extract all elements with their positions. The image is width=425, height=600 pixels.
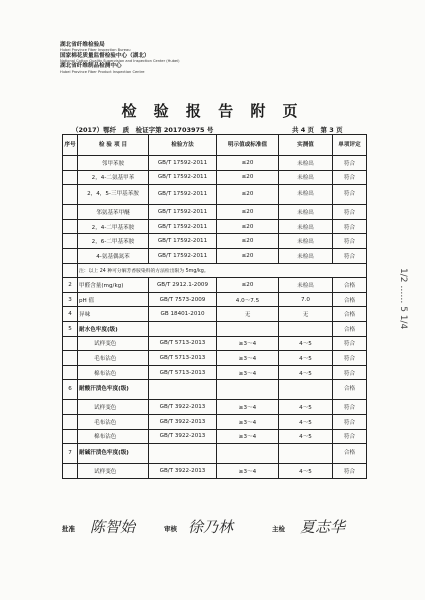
table-row xyxy=(63,185,367,205)
table-cell: 未检出 xyxy=(279,248,333,263)
table-cell: ≥3～4 xyxy=(217,464,279,479)
table-cell: ≥3～4 xyxy=(217,351,279,366)
table-row xyxy=(63,414,367,429)
table-cell: ≥3～4 xyxy=(217,429,279,444)
table-cell: 4～5 xyxy=(279,400,333,415)
inspect-label: 主检 xyxy=(272,525,285,533)
table-row xyxy=(63,464,367,479)
table-cell: 毛布沾色 xyxy=(78,351,149,366)
col-header: 明示值或标准值 xyxy=(217,135,279,156)
table-cell: 6 xyxy=(63,380,78,400)
table-cell: 未检出 xyxy=(279,234,333,249)
table-cell: 4～5 xyxy=(279,414,333,429)
col-header: 实测值 xyxy=(279,135,333,156)
table-cell: GB/T 17592-2011 xyxy=(149,248,217,263)
table-cell: GB/T 5713-2013 xyxy=(149,351,217,366)
table-cell: GB/T 3922-2013 xyxy=(149,429,217,444)
approve-label: 批准 xyxy=(62,525,75,533)
org-name-1: 湖北省纤维检验局 xyxy=(60,42,105,48)
table-cell: GB 18401-2010 xyxy=(149,307,217,322)
table-cell xyxy=(63,248,78,263)
table-cell: 无 xyxy=(217,307,279,322)
table-cell: 合格 xyxy=(333,321,367,336)
table-row xyxy=(63,234,367,249)
table-cell xyxy=(63,170,78,185)
table-row xyxy=(63,170,367,185)
table-cell: 合格 xyxy=(333,292,367,307)
table-cell: ≤20 xyxy=(217,170,279,185)
table-cell xyxy=(63,234,78,249)
table-row xyxy=(63,321,367,336)
table-cell: ≤20 xyxy=(217,278,279,293)
org-name-1-en: Hubei Province Fiber Inspection Bureau xyxy=(60,48,131,53)
table-cell: 4～5 xyxy=(279,351,333,366)
table-cell: 合格 xyxy=(333,278,367,293)
table-cell: 符合 xyxy=(333,336,367,351)
table-row xyxy=(63,278,367,293)
margin-handwriting: 1/2 …… 5 1/4 xyxy=(398,268,408,330)
table-cell: 4～5 xyxy=(279,464,333,479)
table-cell: 7 xyxy=(63,444,78,464)
table-cell: 4-氨基偶氮苯 xyxy=(78,248,149,263)
org-header xyxy=(60,42,180,74)
table-cell: 合格 xyxy=(333,380,367,400)
table-cell: 邻氨基苯甲醚 xyxy=(78,205,149,220)
table-cell: 毛布沾色 xyxy=(78,414,149,429)
table-cell: GB/T 17592-2011 xyxy=(149,234,217,249)
table-cell xyxy=(217,444,279,464)
table-cell: 棉布沾色 xyxy=(78,429,149,444)
table-cell xyxy=(63,205,78,220)
table-cell xyxy=(63,464,78,479)
table-cell: GB/T 17592-2011 xyxy=(149,185,217,205)
col-header: 检验方法 xyxy=(149,135,217,156)
table-row xyxy=(63,336,367,351)
table-cell: ≤20 xyxy=(217,156,279,171)
table-cell xyxy=(63,400,78,415)
table-cell xyxy=(63,414,78,429)
table-cell: 邻甲苯胺 xyxy=(78,156,149,171)
table-cell: 试样变色 xyxy=(78,464,149,479)
approve-signature: 陈智始 xyxy=(90,518,136,536)
table-cell: ≥3～4 xyxy=(217,365,279,380)
table-cell: 4 xyxy=(63,307,78,322)
table-cell: 耐酸汗渍色牢度(级) xyxy=(78,380,149,400)
table-cell: GB/T 2912.1-2009 xyxy=(149,278,217,293)
table-cell: 4～5 xyxy=(279,429,333,444)
table-cell xyxy=(217,321,279,336)
table-cell: 符合 xyxy=(333,170,367,185)
table-cell: 未检出 xyxy=(279,170,333,185)
table-cell: 未检出 xyxy=(279,219,333,234)
table-cell: 符合 xyxy=(333,234,367,249)
table-cell: 2，4，5-三甲基苯胺 xyxy=(78,185,149,205)
table-cell: 合格 xyxy=(333,307,367,322)
table-cell xyxy=(279,380,333,400)
table-cell: 注：以上 24 种可分解芳香胺染料的方法检出限为 5mg/kg。 xyxy=(78,263,367,278)
certificate-number: （2017）鄂纤 质 检证字第 201703975 号 xyxy=(72,126,214,134)
table-cell: 甲醛含量(mg/kg) xyxy=(78,278,149,293)
org-name-3: 湖北省纤维制品检测中心 xyxy=(60,63,122,70)
table-cell: GB/T 7573-2009 xyxy=(149,292,217,307)
table-cell: 符合 xyxy=(333,400,367,415)
review-label: 审核 xyxy=(164,525,177,533)
table-cell: 3 xyxy=(63,292,78,307)
table-cell: 符合 xyxy=(333,205,367,220)
table-cell: ≥3～4 xyxy=(217,414,279,429)
table-cell: GB/T 3922-2013 xyxy=(149,414,217,429)
table-row xyxy=(63,351,367,366)
table-cell: ≤20 xyxy=(217,205,279,220)
table-cell: 符合 xyxy=(333,156,367,171)
table-cell: 4～5 xyxy=(279,336,333,351)
table-cell: 2 xyxy=(63,278,78,293)
col-header: 检 验 项 目 xyxy=(78,135,149,156)
table-cell: GB/T 3922-2013 xyxy=(149,400,217,415)
table-cell: 符合 xyxy=(333,248,367,263)
table-cell xyxy=(63,429,78,444)
table-row xyxy=(63,219,367,234)
result-table xyxy=(62,134,367,479)
table-cell: 未检出 xyxy=(279,156,333,171)
table-row xyxy=(63,205,367,220)
table-cell: ≥3～4 xyxy=(217,336,279,351)
table-cell: ≥3～4 xyxy=(217,400,279,415)
table-cell: 符合 xyxy=(333,351,367,366)
table-cell xyxy=(63,336,78,351)
table-cell: ≤20 xyxy=(217,219,279,234)
table-row xyxy=(63,263,367,278)
table-cell: 符合 xyxy=(333,219,367,234)
table-cell: 2，4-二氨基甲苯 xyxy=(78,170,149,185)
table-cell xyxy=(149,444,217,464)
table-cell: 合格 xyxy=(333,444,367,464)
table-header-row xyxy=(63,135,367,156)
table-cell xyxy=(279,444,333,464)
table-cell: 2，6-二甲基苯胺 xyxy=(78,234,149,249)
org-name-2: 国家棉花质量监督检验中心（湖北） xyxy=(60,52,150,59)
table-cell: 试样变色 xyxy=(78,336,149,351)
table-row xyxy=(63,365,367,380)
table-row xyxy=(63,429,367,444)
table-cell: 4.0～7.5 xyxy=(217,292,279,307)
review-signature: 徐乃林 xyxy=(188,518,234,536)
table-row xyxy=(63,156,367,171)
table-cell xyxy=(149,321,217,336)
table-cell: 7.0 xyxy=(279,292,333,307)
table-cell: 符合 xyxy=(333,414,367,429)
table-cell: GB/T 3922-2013 xyxy=(149,464,217,479)
table-cell: ≤20 xyxy=(217,185,279,205)
table-cell: GB/T 17592-2011 xyxy=(149,156,217,171)
table-cell: 5 xyxy=(63,321,78,336)
table-row xyxy=(63,248,367,263)
table-cell: ≤20 xyxy=(217,248,279,263)
table-cell xyxy=(63,156,78,171)
table-cell: 未检出 xyxy=(279,185,333,205)
table-cell: 未检出 xyxy=(279,278,333,293)
table-row xyxy=(63,307,367,322)
table-row xyxy=(63,400,367,415)
table-row xyxy=(63,444,367,464)
table-cell: 符合 xyxy=(333,185,367,205)
page-count: 共 4 页 第 3 页 xyxy=(292,126,343,134)
org-name-2-en: National Cotton Quality Supervision and Inspection Center (Hubei) xyxy=(60,58,180,63)
table-cell xyxy=(63,263,78,278)
table-cell xyxy=(217,380,279,400)
table-row xyxy=(63,380,367,400)
table-cell: 试样变色 xyxy=(78,400,149,415)
table-cell: 异味 xyxy=(78,307,149,322)
table-cell: 耐水色牢度(级) xyxy=(78,321,149,336)
table-cell: 符合 xyxy=(333,365,367,380)
table-cell: GB/T 17592-2011 xyxy=(149,205,217,220)
table-cell: GB/T 5713-2013 xyxy=(149,365,217,380)
table-cell: 4～5 xyxy=(279,365,333,380)
col-header: 单项评定 xyxy=(333,135,367,156)
table-cell: 2，4-二甲基苯胺 xyxy=(78,219,149,234)
table-row xyxy=(63,292,367,307)
table-cell xyxy=(63,351,78,366)
table-cell: GB/T 17592-2011 xyxy=(149,170,217,185)
table-cell: 棉布沾色 xyxy=(78,365,149,380)
org-name-3-en: Hubei Province Fiber Product Inspection Centre xyxy=(60,69,145,74)
table-cell: 未检出 xyxy=(279,205,333,220)
table-cell: 耐碱汗渍色牢度(级) xyxy=(78,444,149,464)
table-cell: ≤20 xyxy=(217,234,279,249)
table-cell xyxy=(63,365,78,380)
table-cell xyxy=(63,185,78,205)
col-header: 序号 xyxy=(63,135,78,156)
table-cell xyxy=(279,321,333,336)
table-cell xyxy=(149,380,217,400)
table-cell xyxy=(63,219,78,234)
table-cell: 符合 xyxy=(333,464,367,479)
inspect-signature: 夏志华 xyxy=(300,518,346,536)
page-title: 检 验 报 告 附 页 xyxy=(121,102,304,120)
table-cell: 无 xyxy=(279,307,333,322)
table-cell: GB/T 17592-2011 xyxy=(149,219,217,234)
table-cell: GB/T 5713-2013 xyxy=(149,336,217,351)
table-cell: 符合 xyxy=(333,429,367,444)
table-cell: pH 值 xyxy=(78,292,149,307)
